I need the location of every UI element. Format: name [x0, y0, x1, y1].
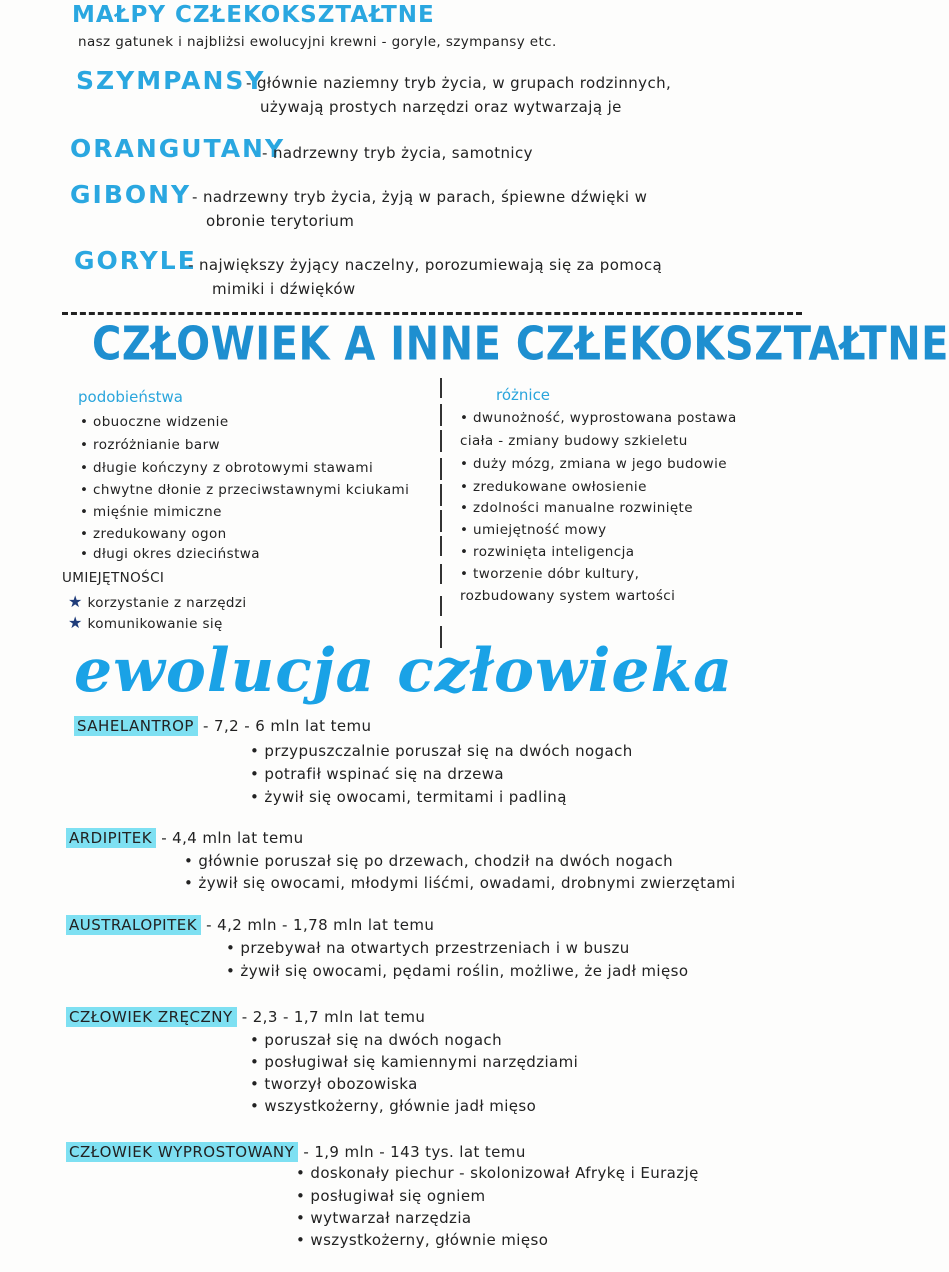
column-divider [440, 564, 442, 584]
skills-heading: UMIEJĘTNOŚCI [62, 570, 165, 586]
species-name: ARDIPITEK [66, 828, 156, 848]
species-entry [66, 1142, 526, 1161]
ape-desc: używają prostych narzędzi oraz wytwarzają je [260, 98, 622, 116]
species-fact: • żywił się owocami, pędami roślin, możliwe, że jadł mięso [226, 962, 689, 980]
ape-desc: - głównie naziemny tryb życia, w grupach rodzinnych, [246, 74, 672, 92]
column-divider [440, 430, 442, 452]
column-divider [440, 458, 442, 480]
difference-item: • duży mózg, zmiana w jego budowie [460, 456, 727, 472]
species-fact: • żywił się owocami, termitami i padliną [250, 788, 567, 806]
skill-label: korzystanie z narzędzi [87, 595, 247, 611]
species-time: - 7,2 - 6 mln lat temu [203, 717, 372, 735]
ape-desc: mimiki i dźwięków [212, 280, 356, 298]
similarity-item: • chwytne dłonie z przeciwstawnymi kciukami [80, 482, 410, 498]
species-fact: • tworzył obozowiska [250, 1075, 418, 1093]
species-entry [74, 716, 371, 735]
evolution-title: ewolucja człowieka [74, 636, 734, 706]
difference-item: • tworzenie dóbr kultury, [460, 566, 640, 582]
difference-item: ciała - zmiany budowy szkieletu [460, 433, 688, 449]
species-fact: • posługiwał się kamiennymi narzędziami [250, 1053, 579, 1071]
species-fact: • potrafił wspinać się na drzewa [250, 765, 505, 783]
similarity-item: • rozróżnianie barw [80, 437, 220, 453]
difference-item: • rozwinięta inteligencja [460, 544, 635, 560]
ape-name-orangutany: ORANGUTANY [70, 134, 286, 163]
ape-name-szympansy: SZYMPANSY [76, 66, 266, 95]
species-name: CZŁOWIEK WYPROSTOWANY [66, 1142, 298, 1162]
column-divider [440, 378, 442, 398]
species-name: AUSTRALOPITEK [66, 915, 201, 935]
similarity-item: • obuoczne widzenie [80, 414, 229, 430]
ape-name-goryle: GORYLE [74, 246, 197, 275]
column-divider [440, 404, 442, 426]
species-fact: • doskonały piechur - skolonizował Afrykę i Eurazję [296, 1164, 699, 1182]
ape-desc: - nadrzewny tryb życia, żyją w parach, śpiewne dźwięki w [192, 188, 648, 206]
star-icon: ★ [68, 592, 83, 611]
similarity-item: • długie kończyny z obrotowymi stawami [80, 460, 374, 476]
species-time: - 4,2 mln - 1,78 mln lat temu [206, 916, 435, 934]
differences-heading: różnice [496, 386, 551, 404]
ape-name-gibony: GIBONY [70, 180, 192, 209]
species-fact: • wytwarzał narzędzia [296, 1209, 472, 1227]
page-subtitle: nasz gatunek i najbliżsi ewolucyjni krewni - goryle, szympansy etc. [78, 34, 557, 50]
species-fact: • posługiwał się ogniem [296, 1187, 486, 1205]
difference-item: • zdolności manualne rozwinięte [460, 500, 693, 516]
difference-item: • umiejętność mowy [460, 522, 607, 538]
column-divider [440, 510, 442, 532]
page-title: MAŁPY CZŁEKOKSZTAŁTNE [72, 2, 435, 28]
species-fact: • wszystkożerny, głównie mięso [296, 1231, 549, 1249]
species-fact: • przebywał na otwartych przestrzeniach i w buszu [226, 939, 630, 957]
species-time: - 1,9 mln - 143 tys. lat temu [303, 1143, 526, 1161]
species-name: SAHELANTROP [74, 716, 198, 736]
column-divider [440, 596, 442, 616]
species-time: - 4,4 mln lat temu [161, 829, 304, 847]
species-entry [66, 915, 434, 934]
ape-desc: obronie terytorium [206, 212, 355, 230]
similarity-item: • zredukowany ogon [80, 526, 227, 542]
dashed-divider [62, 312, 802, 315]
difference-item: • dwunożność, wyprostowana postawa [460, 410, 737, 426]
species-fact: • żywił się owocami, młodymi liśćmi, owadami, drobnymi zwierzętami [184, 874, 736, 892]
species-time: - 2,3 - 1,7 mln lat temu [241, 1008, 426, 1026]
skill-label: komunikowanie się [87, 616, 223, 632]
column-divider [440, 536, 442, 556]
ape-desc: - nadrzewny tryb życia, samotnicy [262, 144, 533, 162]
skill-item [68, 613, 223, 632]
similarity-item: • długi okres dzieciństwa [80, 546, 260, 562]
species-entry [66, 1007, 425, 1026]
similarity-item: • mięśnie mimiczne [80, 504, 222, 520]
species-entry [66, 828, 304, 847]
difference-item: • zredukowane owłosienie [460, 479, 647, 495]
difference-item: rozbudowany system wartości [460, 588, 676, 604]
species-name: CZŁOWIEK ZRĘCZNY [66, 1007, 237, 1027]
species-fact: • wszystkożerny, głównie jadł mięso [250, 1097, 537, 1115]
ape-desc: - największy żyjący naczelny, porozumiewają się za pomocą [188, 256, 663, 274]
column-divider [440, 484, 442, 506]
species-fact: • głównie poruszał się po drzewach, chodził na dwóch nogach [184, 852, 674, 870]
species-fact: • poruszał się na dwóch nogach [250, 1031, 502, 1049]
section-title: CZŁOWIEK A INNE CZŁEKOKSZTAŁTNE [92, 318, 949, 371]
similarities-heading: podobieństwa [78, 388, 183, 406]
star-icon: ★ [68, 613, 83, 632]
species-fact: • przypuszczalnie poruszał się na dwóch nogach [250, 742, 633, 760]
skill-item [68, 592, 247, 611]
